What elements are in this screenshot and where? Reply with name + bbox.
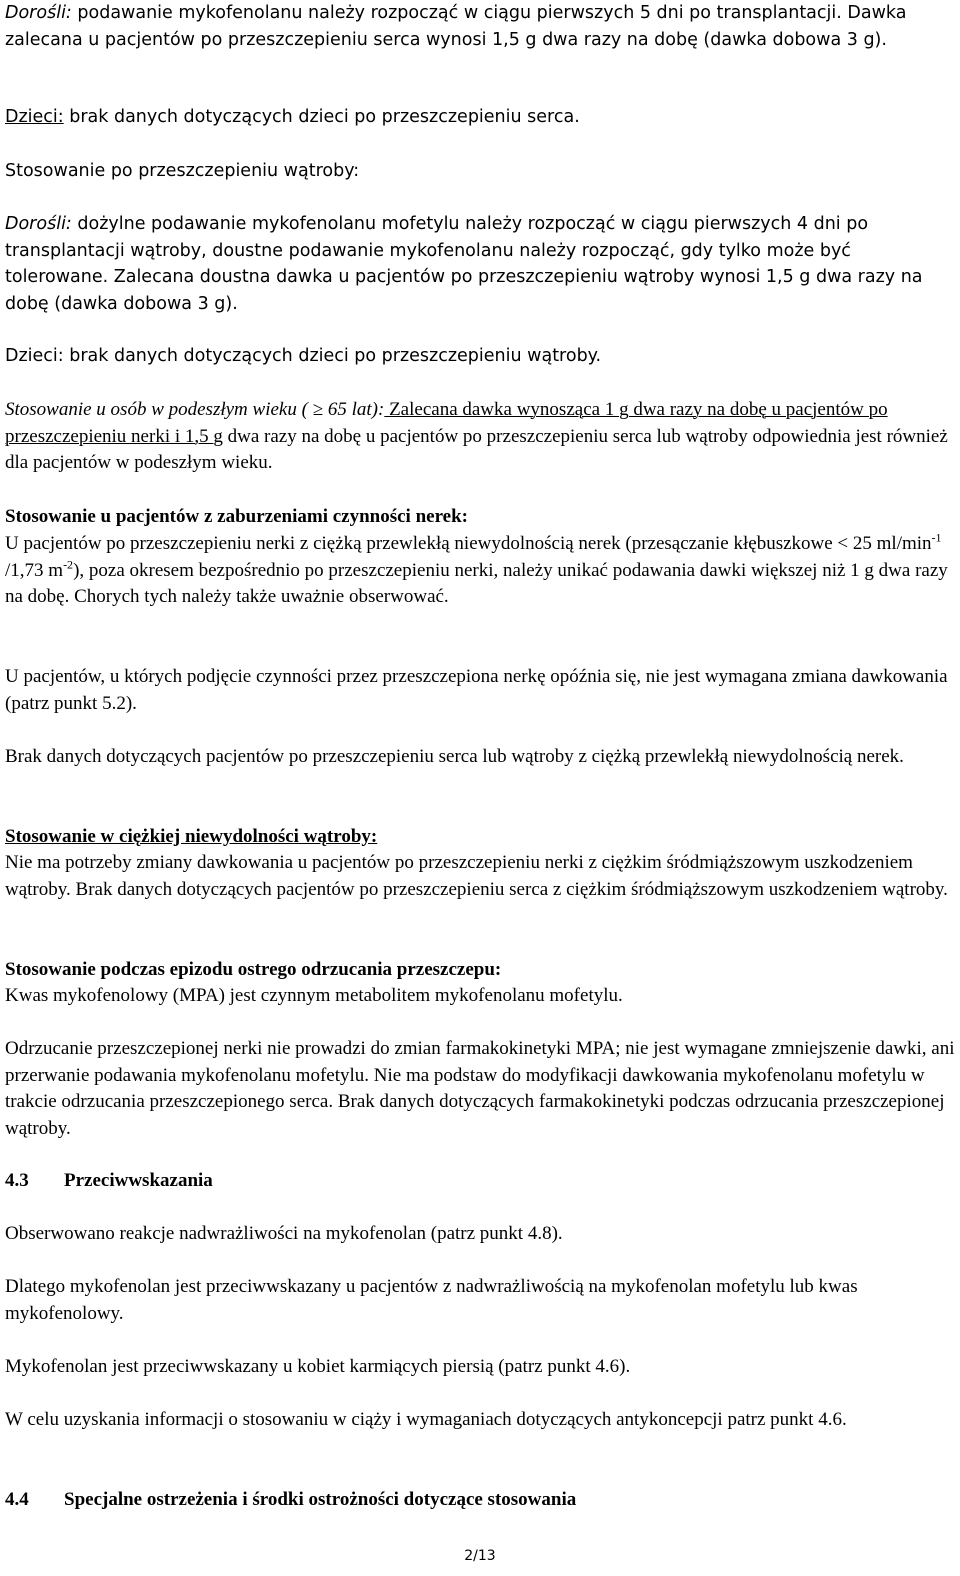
elderly-label: Stosowanie u osób w podeszłym wieku ( ≥ 65 lat): bbox=[5, 399, 385, 420]
renal-para-1a: U pacjentów po przeszczepieniu nerki z ciężką przewlekłą niewydolnością nerek (przesączanie kłębuszkowe < 25 ml/min bbox=[5, 533, 932, 554]
rejection-paragraph-2: Odrzucanie przeszczepionej nerki nie prowadzi do zmian farmakokinetyki MPA; nie jest wymagane zmniejszenie dawki, ani przerwanie podawania mykofenolanu mofetylu. Nie ma podstaw do modyfikacji dawkowania mykofenolanu mofetylu w trakcie odrzucania przeszczepionego serca. Brak danych dotyczących farmakokinetyki podczas odrzucania przeszczepionej wątroby. bbox=[5, 1038, 955, 1139]
renal-sup-2: -2 bbox=[63, 557, 74, 572]
renal-para-1c: ), poza okresem bezpośrednio po przeszczepieniu nerki, należy unikać podawania dawki bbox=[73, 559, 747, 581]
elderly-text-2: dwa razy na dobę u pacjentów po przeszczepieniu serca lub wątroby odpowiednia jest również dla pacjentów w podeszłym wieku. bbox=[5, 425, 948, 474]
renal-sup-1: -1 bbox=[931, 530, 942, 545]
renal-para-1d: większej niż 1 g dwa razy na dobę. Chorych tych należy także uważnie obserwować. bbox=[5, 559, 948, 608]
heart-children-label: Dzieci: bbox=[5, 107, 64, 127]
hepatic-heading bbox=[5, 824, 955, 851]
liver-adults-label: Dorośli: bbox=[5, 214, 72, 234]
liver-adults-text: dożylne podawanie mykofenolanu mofetylu należy rozpocząć w ciągu pierwszych 4 dni po transplantacji wątroby, doustne podawanie mykofenolanu należy rozpocząć, gdy tylko może być tolerowane. bbox=[5, 214, 869, 288]
section-4-4-title: Specjalne ostrzeżenia i środki ostrożności dotyczące stosowania bbox=[64, 1489, 577, 1510]
hepatic-text-a: Nie ma potrzeby zmiany dawkowania u pacjentów po przeszczepieniu nerki z ciężkim śródmiąższowym uszkodzeniem wątroby. Brak danych dotyczących pacjentów po przeszczepieniu serca z ciężkim śródmiąższowym uszkodzeniem bbox=[5, 852, 913, 900]
section-4-3-heading bbox=[5, 1168, 955, 1195]
heart-adults-text: podawanie mykofenolanu należy rozpocząć w ciągu pierwszych 5 dni po transplantacji. Dawka zalecana u pacjentów po przeszczepieniu serca wynosi 1,5 g dwa razy na dobę (dawka dobowa 3 g). bbox=[5, 3, 907, 50]
renal-paragraph-2: U pacjentów, u których podjęcie czynności przez przeszczepiona nerkę opóźnia się, nie jest wymagana zmiana dawkowania (patrz punkt 5.2). bbox=[5, 666, 948, 714]
page-number: 2/13 bbox=[464, 1548, 496, 1564]
hepatic-paragraph bbox=[5, 850, 955, 903]
section-4-3-paragraph-4: W celu uzyskania informacji o stosowaniu w ciąży i wymaganiach dotyczących antykoncepcji patrz punkt 4.6. bbox=[5, 1409, 847, 1430]
section-4-4-heading bbox=[5, 1487, 955, 1514]
heart-adults-label: Dorośli: bbox=[5, 3, 72, 23]
rejection-paragraph-1: Kwas mykofenolowy (MPA) jest czynnym metabolitem mykofenolanu mofetylu. bbox=[5, 985, 623, 1006]
rejection-heading: Stosowanie podczas epizodu ostrego odrzucania przeszczepu: bbox=[5, 959, 502, 980]
heart-children-text: brak danych dotyczących dzieci po przeszczepieniu serca. bbox=[63, 107, 580, 127]
hepatic-text-b: wątroby. bbox=[877, 878, 948, 900]
section-4-3-paragraph-3: Mykofenolan jest przeciwwskazany u kobiet karmiących piersią (patrz punkt 4.6). bbox=[5, 1356, 631, 1377]
renal-paragraph-1 bbox=[5, 531, 955, 611]
renal-heading: Stosowanie u pacjentów z zaburzeniami czynności nerek: bbox=[5, 506, 469, 527]
liver-children-paragraph: Dzieci: brak danych dotyczących dzieci po przeszczepieniu wątroby. bbox=[5, 346, 602, 366]
renal-paragraph-3: Brak danych dotyczących pacjentów po przeszczepieniu serca lub wątroby z ciężką przewlekłą niewydolnością nerek. bbox=[5, 746, 904, 767]
section-4-3-paragraph-1: Obserwowano reakcje nadwrażliwości na mykofenolan (patrz punkt 4.8). bbox=[5, 1223, 563, 1244]
heart-adults-paragraph bbox=[5, 0, 955, 53]
renal-para-1b: /1,73 m bbox=[5, 559, 64, 581]
heart-children-paragraph bbox=[5, 104, 955, 131]
section-4-3-paragraph-2: Dlatego mykofenolan jest przeciwwskazany u pacjentów z nadwrażliwością na mykofenolan mofetylu lub kwas mykofenolowy. bbox=[5, 1276, 858, 1324]
elderly-text-1: Zalecana dawka wynosząca 1 g dwa razy na dobę u pacjentów po przeszczepieniu nerki i 1,5 g bbox=[5, 399, 888, 447]
elderly-paragraph bbox=[5, 397, 955, 477]
hepatic-heading-text: Stosowanie w ciężkiej niewydolności wątroby bbox=[5, 826, 371, 847]
section-4-3-title: Przeciwwskazania bbox=[64, 1170, 213, 1191]
hepatic-heading-colon: : bbox=[370, 826, 378, 847]
liver-heading: Stosowanie po przeszczepieniu wątroby: bbox=[5, 161, 360, 181]
section-4-4-number: 4.4 bbox=[5, 1489, 29, 1510]
section-4-3-number: 4.3 bbox=[5, 1170, 29, 1191]
liver-adults-paragraph bbox=[5, 211, 955, 317]
liver-adults-dose-text: Zalecana doustna dawka u pacjentów po przeszczepieniu wątroby wynosi 1,5 g dwa razy na dobę (dawka dobowa 3 g). bbox=[5, 267, 923, 314]
